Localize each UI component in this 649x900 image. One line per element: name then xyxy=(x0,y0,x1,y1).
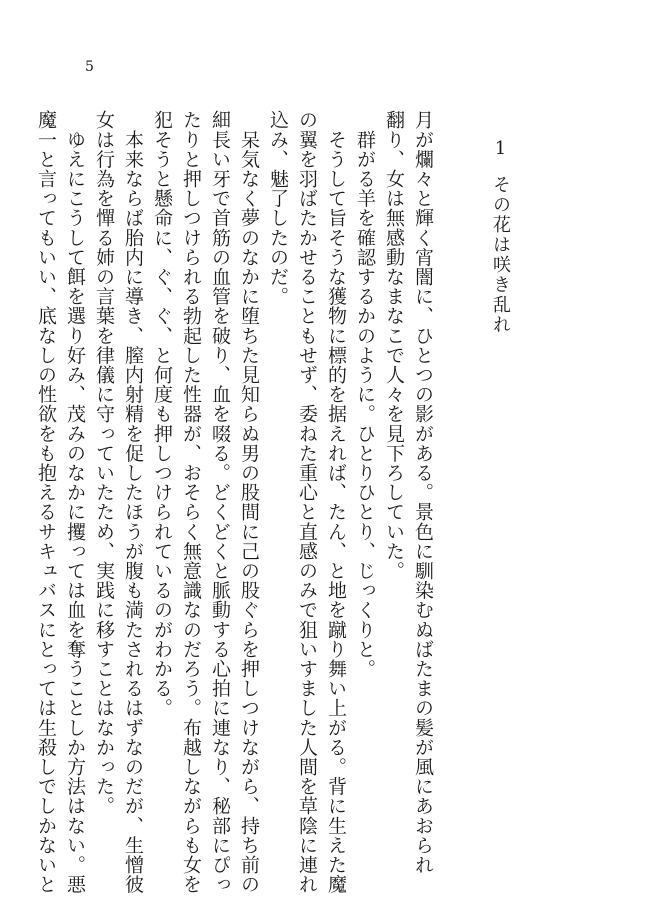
text-line: 本来ならば胎内に導き、膣内射精を促したほうが腹も満たされるはずなのだが、生憎彼 xyxy=(122,110,144,894)
page-number: 5 xyxy=(85,59,94,75)
body-text xyxy=(31,110,437,894)
text-line: 女は行為を憚る姉の言葉を律儀に守っていたため、実践に移すことはなかった。 xyxy=(93,110,115,816)
text-line: たりと押しつけられる勃起した性器が、おそらく無意識なのだろう。布越しながらも女を xyxy=(180,110,202,894)
text-line: そうして旨そうな獲物に標的を据えれば、たん、と地を蹴り舞い上がる。背に生えた魔 xyxy=(325,110,347,894)
chapter-heading xyxy=(491,138,509,335)
chapter-number: 1 xyxy=(490,138,511,161)
text-line: 月が爛々と輝く宵闇に、ひとつの影がある。景色に馴染むぬばたまの髪が風にあおられ xyxy=(412,110,434,875)
text-line: 魔一と言ってもいい、底なしの性欲をも抱えるサキュバスにとっては生殺しでしかないと xyxy=(35,110,57,894)
text-line: の翼を羽ばたかせることもせず、委ねた重心と直感のみで狙いすました人間を草陰に連れ xyxy=(296,110,318,894)
text-line: 犯そうと懸命に、ぐ、ぐ、と何度も押しつけられているのがわかる。 xyxy=(151,110,173,718)
text-line: 細長い牙で首筋の血管を破り、血を啜る。どくどくと脈動する心拍に連なり、秘部にぴっ xyxy=(209,110,231,894)
text-line: 群がる羊を確認するかのように。ひとりひとり、じっくりと。 xyxy=(354,110,376,679)
chapter-title: その花は咲き乱れ xyxy=(490,175,511,335)
text-line: 込み、魅了したのだ。 xyxy=(267,110,289,306)
text-line: ゆえにこうして餌を選り好み、茂みのなかに攫っては血を奪うことしか方法はない。悪 xyxy=(64,110,86,894)
text-line: 翻り、女は無感動なまなこで人々を見下ろしていた。 xyxy=(383,110,405,581)
text-line: 呆気なく夢のなかに堕ちた見知らぬ男の股間に己の股ぐらを押しつけながら、持ち前の xyxy=(238,110,260,894)
